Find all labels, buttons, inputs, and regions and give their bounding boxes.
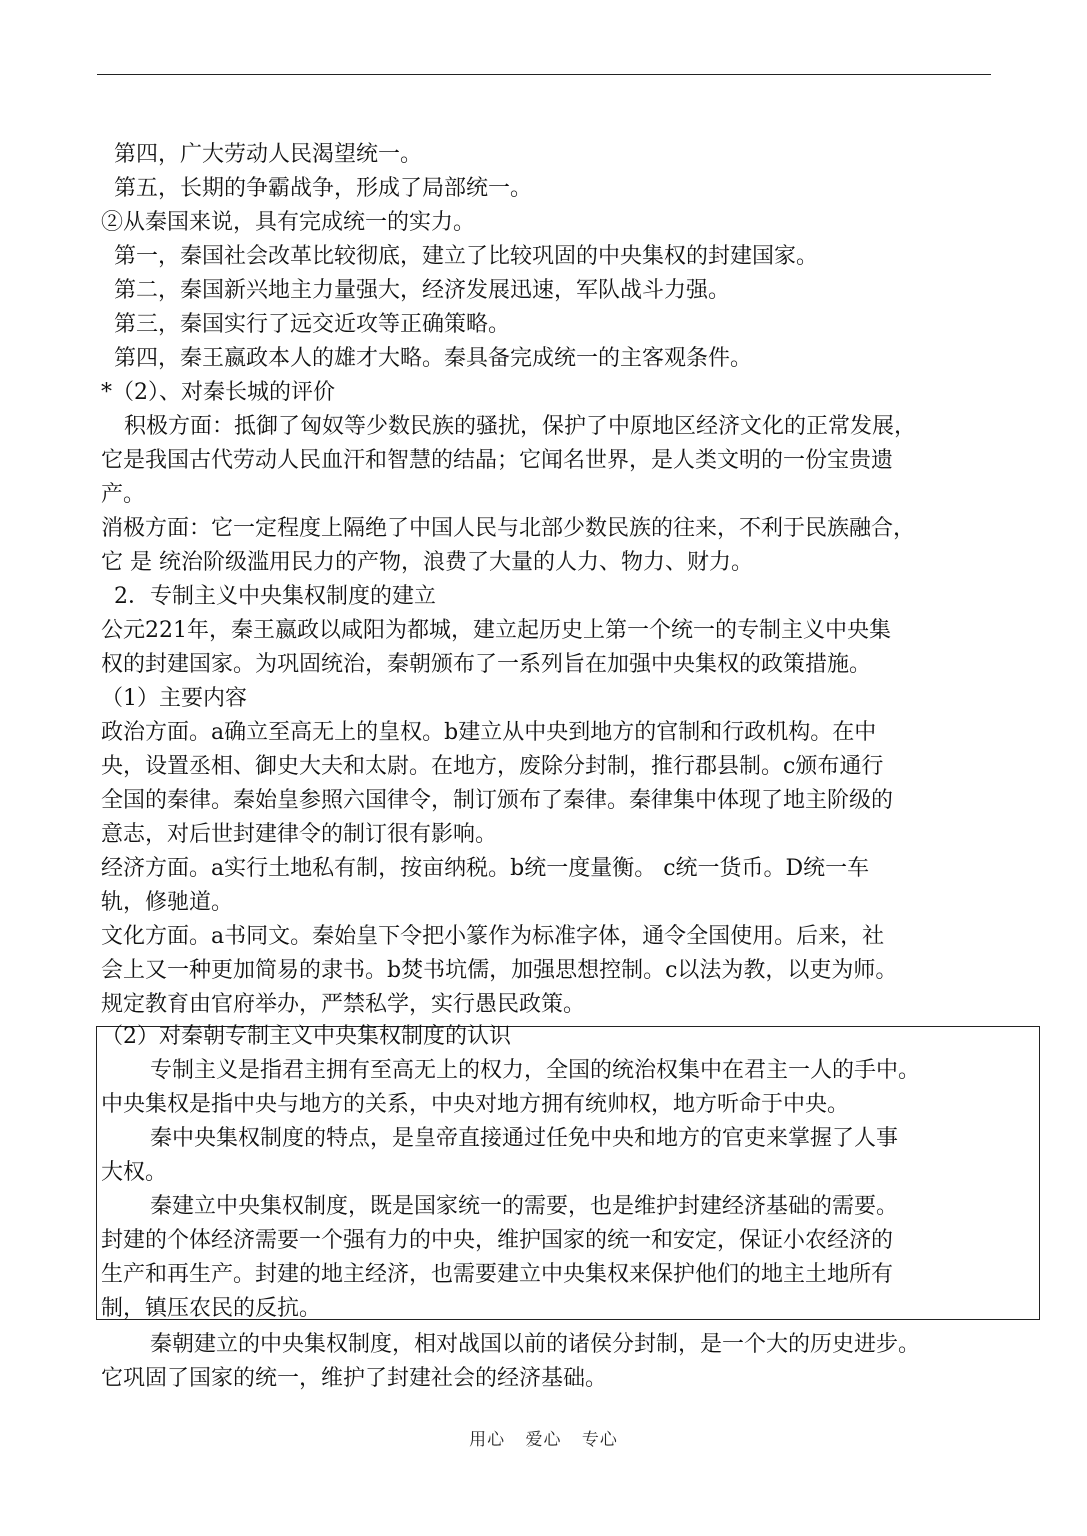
text-line: 央，设置丞相、御史大夫和太尉。在地方，废除分封制，推行郡县制。c颁布通行 (101, 754, 884, 779)
text-line: 意志，对后世封建律令的制订很有影响。 (101, 822, 498, 847)
text-line: 公元221年，秦王嬴政以咸阳为都城，建立起历史上第一个统一的专制主义中央集 (101, 618, 891, 643)
text-line: 第四，秦王嬴政本人的雄才大略。秦具备完成统一的主客观条件。 (114, 346, 753, 371)
section-heading: （2）对秦朝专制主义中央集权制度的认识 (101, 1024, 511, 1049)
text-line: 第五，长期的争霸战争，形成了局部统一。 (114, 176, 533, 201)
section-heading: *（2）、对秦长城的评价 (101, 380, 335, 405)
text-line: 文化方面。a书同文。秦始皇下令把小篆作为标准字体，通令全国使用。后来，社 (101, 924, 885, 949)
section-heading: （1）主要内容 (101, 686, 247, 711)
text-line: 第二，秦国新兴地主力量强大，经济发展迅速，军队战斗力强。 (114, 278, 731, 303)
text-line: 秦中央集权制度的特点，是皇帝直接通过任免中央和地方的官吏来掌握了人事 (150, 1126, 899, 1151)
text-line: 它是我国古代劳动人民血汗和智慧的结晶；它闻名世界，是人类文明的一份宝贵遗 (101, 448, 894, 473)
text-line: 产。 (101, 482, 146, 507)
text-line: 会上又一种更加简易的隶书。b焚书坑儒，加强思想控制。c以法为教，以吏为师。 (101, 958, 898, 983)
header-rule (97, 74, 991, 75)
text-line: 大权。 (101, 1160, 168, 1185)
text-line: 政治方面。a确立至高无上的皇权。b建立从中央到地方的官制和行政机构。在中 (101, 720, 877, 745)
page-footer: 用心 爱心 专心 (469, 1430, 618, 1450)
text-line: ②从秦国来说，具有完成统一的实力。 (101, 210, 476, 235)
text-line: 经济方面。a实行土地私有制，按亩纳税。b统一度量衡。 c统一货币。D统一车 (101, 856, 870, 881)
text-line: 封建的个体经济需要一个强有力的中央，维护国家的统一和安定，保证小农经济的 (101, 1228, 894, 1253)
text-line: 全国的秦律。秦始皇参照六国律令，制订颁布了秦律。秦律集中体现了地主阶级的 (101, 788, 894, 813)
text-line: 权的封建国家。为巩固统治，秦朝颁布了一系列旨在加强中央集权的政策措施。 (101, 652, 872, 677)
text-line: 第三，秦国实行了远交近攻等正确策略。 (114, 312, 511, 337)
text-line: 秦朝建立的中央集权制度，相对战国以前的诸侯分封制，是一个大的历史进步。 (150, 1332, 921, 1357)
text-line: 积极方面：抵御了匈奴等少数民族的骚扰，保护了中原地区经济文化的正常发展， (124, 414, 917, 439)
section-heading: 2．专制主义中央集权制度的建立 (114, 584, 436, 609)
text-line: 专制主义是指君主拥有至高无上的权力，全国的统治权集中在君主一人的手中。 (150, 1058, 921, 1083)
text-line: 生产和再生产。封建的地主经济，也需要建立中央集权来保护他们的地主土地所有 (101, 1262, 894, 1287)
text-line: 它巩固了国家的统一，维护了封建社会的经济基础。 (101, 1366, 608, 1391)
text-line: 规定教育由官府举办，严禁私学，实行愚民政策。 (101, 992, 586, 1017)
text-line: 制，镇压农民的反抗。 (101, 1296, 322, 1321)
text-line: 中央集权是指中央与地方的关系，中央对地方拥有统帅权，地方听命于中央。 (101, 1092, 850, 1117)
text-line: 轨，修驰道。 (101, 890, 234, 915)
text-line: 第四，广大劳动人民渴望统一。 (114, 142, 423, 167)
text-line: 消极方面：它一定程度上隔绝了中国人民与北部少数民族的往来，不利于民族融合， (101, 516, 916, 541)
text-line: 秦建立中央集权制度，既是国家统一的需要，也是维护封建经济基础的需要。 (150, 1194, 899, 1219)
text-line: 它 是 统治阶级滥用民力的产物，浪费了大量的人力、物力、财力。 (101, 550, 753, 575)
text-line: 第一，秦国社会改革比较彻底，建立了比较巩固的中央集权的封建国家。 (114, 244, 819, 269)
